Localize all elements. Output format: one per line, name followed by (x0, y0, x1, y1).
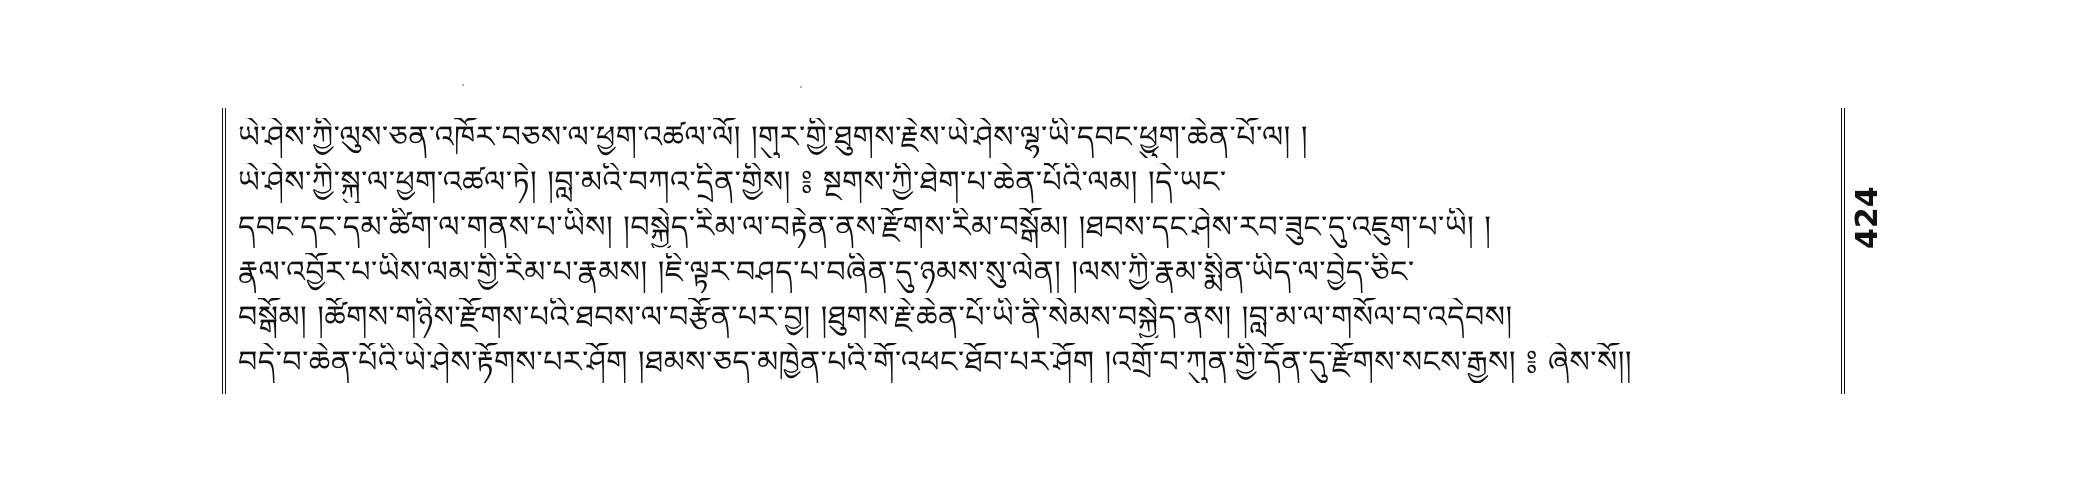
page-number: 424 (1850, 186, 1885, 249)
text-block (238, 112, 1833, 392)
scan-speck (800, 86, 802, 88)
scan-speck (462, 84, 464, 86)
text-line-6: བདེ་བ་ཆེན་པོའི་ཡེ་ཤེས་རྟོགས་པར་ཤོག །ཐམས་ཅད་མཁྱེན་པའི་གོ་འཕང་ཐོབ་པར་ཤོག །འགྲོ་བ་ཀུན་གྱི་དོན་དུ་རྫོགས་སངས་རྒྱས། ༔ ཞེས་སོ།། (238, 345, 1633, 380)
text-line-5: བསྒོམ། །ཚོགས་གཉིས་རྫོགས་པའི་ཐབས་ལ་བརྩོན་པར་བྱ། །ཐུགས་རྗེ་ཆེན་པོ་ཡི་ནི་སེམས་བསྐྱེད་ནས། །བླ་མ་ལ་གསོལ་བ་འདེབས། (238, 300, 1513, 335)
text-line-4: རྣལ་འབྱོར་པ་ཡིས་ལམ་གྱི་རིམ་པ་རྣམས། །ཇི་ལྟར་བཤད་པ་བཞིན་དུ་ཉམས་སུ་ལེན། །ལས་ཀྱི་རྣམ་སྨིན་ཡིད་ལ་བྱེད་ཅིང་ (238, 255, 1415, 290)
text-line-1: ཡེ་ཤེས་ཀྱི་ལུས་ཅན་འཁོར་བཅས་ལ་ཕྱག་འཚལ་ལོ། །གུར་གྱི་ཐུགས་རྗེས་ཡེ་ཤེས་ལྷ་ཡི་དབང་ཕྱུག་ཆེན་པོ་ལ། ། (238, 120, 1309, 155)
text-line-2: ཡེ་ཤེས་ཀྱི་སྐུ་ལ་ཕྱག་འཚལ་ཏེ། །བླ་མའི་བཀའ་དྲིན་གྱིས། ༔ སྔགས་ཀྱི་ཐེག་པ་ཆེན་པོའི་ལམ། །དེ་ཡང་ (238, 165, 1227, 200)
text-line-3: དབང་དང་དམ་ཚིག་ལ་གནས་པ་ཡིས། །བསྐྱེད་རིམ་ལ་བརྟེན་ནས་རྫོགས་རིམ་བསྒོམ། །ཐབས་དང་ཤེས་རབ་ཟུང་དུ་འཇུག་པ་ཡི། ། (238, 210, 1492, 245)
